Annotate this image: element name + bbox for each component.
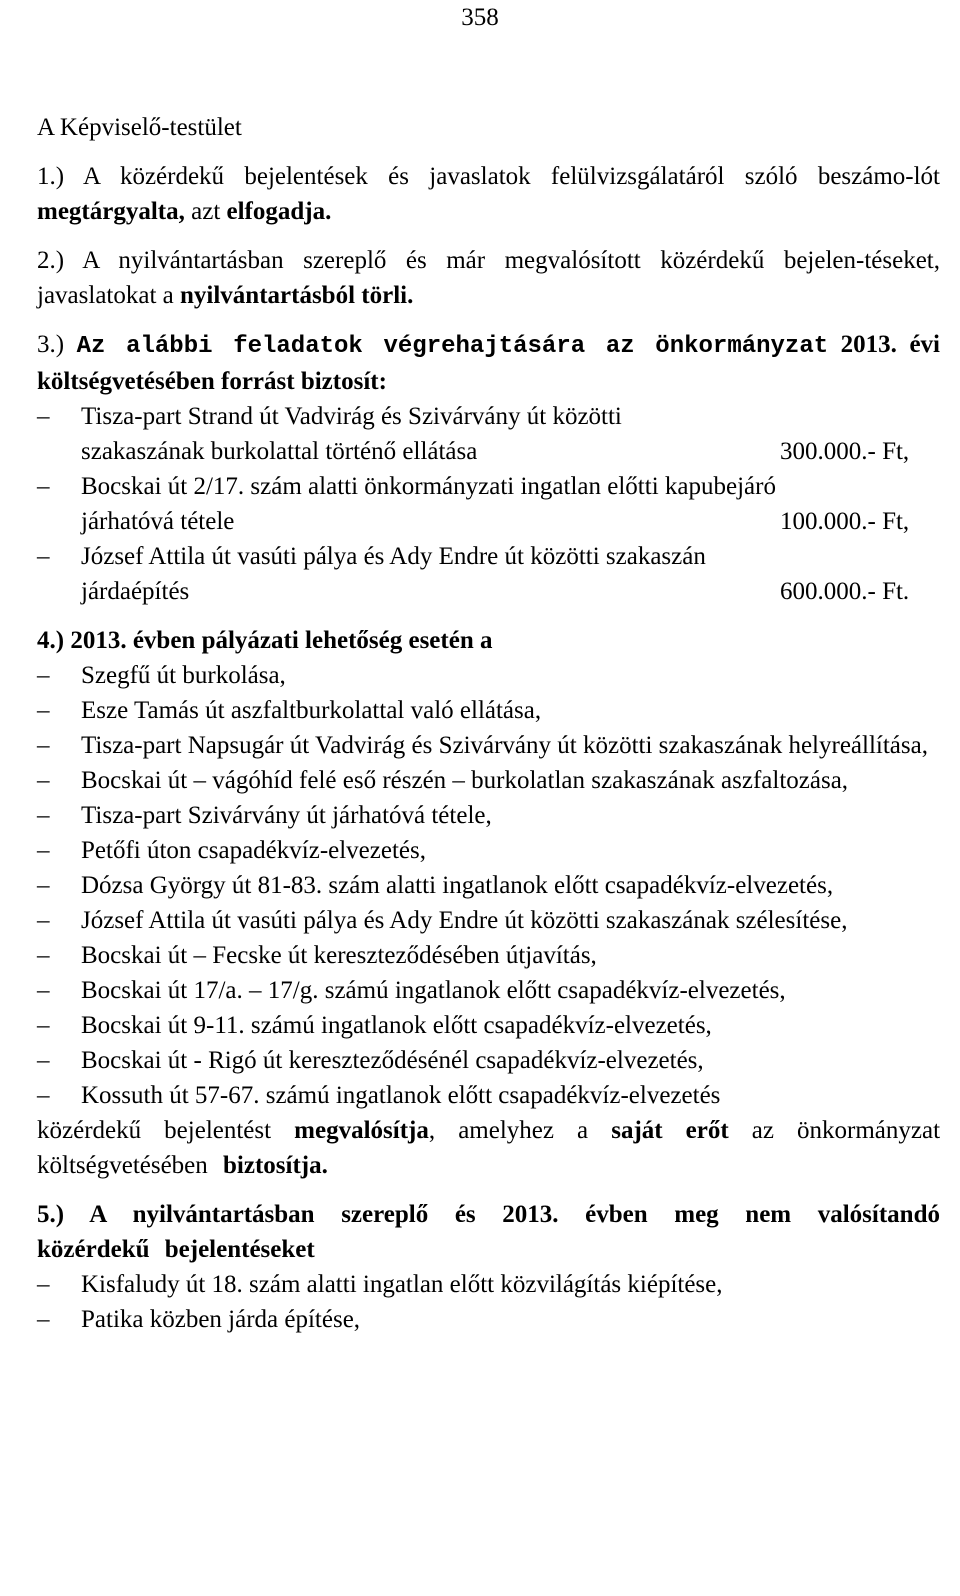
dash-bullet: – bbox=[37, 802, 50, 829]
cost-item-text: Bocskai út 2/17. szám alatti önkormányzati ingatlan előtti kapubejáró bbox=[81, 473, 776, 500]
cost-item-label: szakaszának burkolattal történő ellátása bbox=[81, 438, 478, 465]
p4-closing-bold-3: biztosítja. bbox=[223, 1152, 328, 1179]
cost-item-text: Tisza-part Strand út Vadvirág és Szivárvány út közötti bbox=[81, 403, 622, 430]
list-item bbox=[37, 798, 940, 833]
p3-cost-list bbox=[37, 399, 940, 609]
p3-bold-text: 2013. évi költségvetésében forrást biztosít: bbox=[37, 331, 940, 395]
list-item bbox=[37, 868, 940, 903]
list-item-text: Szegfű út burkolása, bbox=[81, 662, 286, 689]
p1-lead: 1.) A közérdekű bejelentések és javaslatok felülvizsgálatáról szóló beszámo-lót bbox=[37, 163, 940, 190]
paragraph-3 bbox=[37, 327, 940, 609]
list-item bbox=[37, 903, 940, 938]
cost-amount: 600.000.- Ft. bbox=[780, 578, 910, 605]
dash-bullet: – bbox=[37, 907, 50, 934]
p5-item-list bbox=[37, 1267, 940, 1337]
list-item-text: Kossuth út 57-67. számú ingatlanok előtt csapadékvíz-elvezetés bbox=[81, 1082, 721, 1109]
document-body bbox=[37, 110, 940, 1351]
dash-bullet: – bbox=[37, 403, 50, 430]
paragraph-2 bbox=[37, 243, 940, 313]
dash-bullet: – bbox=[37, 1271, 50, 1298]
paragraph-5 bbox=[37, 1197, 940, 1337]
dash-bullet: – bbox=[37, 942, 50, 969]
list-item-text: Tisza-part Szivárvány út járhatóvá tétele, bbox=[81, 802, 492, 829]
list-item-text: Bocskai út 9-11. számú ingatlanok előtt csapadékvíz-elvezetés, bbox=[81, 1012, 712, 1039]
list-item-text: Petőfi úton csapadékvíz-elvezetés, bbox=[81, 837, 426, 864]
dash-bullet: – bbox=[37, 473, 50, 500]
intro-line: A Képviselő-testület bbox=[37, 114, 242, 141]
list-item-text: Bocskai út 17/a. – 17/g. számú ingatlanok előtt csapadékvíz-elvezetés, bbox=[81, 977, 786, 1004]
dash-bullet: – bbox=[37, 662, 50, 689]
p4-closing-bold-2: saját erőt bbox=[611, 1117, 729, 1144]
p3-mono-text: Az alábbi feladatok végrehajtására az önkormányzat bbox=[76, 333, 829, 360]
list-item-text: Patika közben járda építése, bbox=[81, 1306, 361, 1333]
list-item-text: Kisfaludy út 18. szám alatti ingatlan előtt közvilágítás kiépítése, bbox=[81, 1271, 723, 1298]
list-item-text: Tisza-part Napsugár út Vadvirág és Szivárvány út közötti szakaszának helyreállítása, bbox=[81, 732, 928, 759]
list-item bbox=[37, 728, 940, 763]
p4-closing-bold-1: megvalósítja bbox=[294, 1117, 429, 1144]
cost-amount: 100.000.- Ft, bbox=[780, 508, 910, 535]
p3-heading bbox=[37, 327, 940, 399]
list-item bbox=[37, 1267, 940, 1302]
list-item bbox=[37, 833, 940, 868]
cost-item-label: járdaépítés bbox=[81, 578, 190, 605]
cost-item-label: járhatóvá tétele bbox=[81, 508, 235, 535]
p1-bold-1: megtárgyalta, bbox=[37, 198, 185, 225]
dash-bullet: – bbox=[37, 767, 50, 794]
dash-bullet: – bbox=[37, 1306, 50, 1333]
dash-bullet: – bbox=[37, 872, 50, 899]
list-item bbox=[37, 658, 940, 693]
dash-bullet: – bbox=[37, 1012, 50, 1039]
list-item bbox=[37, 1302, 940, 1337]
dash-bullet: – bbox=[37, 697, 50, 724]
list-item-text: József Attila út vasúti pálya és Ady Endre út közötti szakaszának szélesítése, bbox=[81, 907, 848, 934]
p4-closing-text-3: az önkormányzat költségvetésében bbox=[37, 1117, 941, 1179]
dash-bullet: – bbox=[37, 1047, 50, 1074]
cost-line bbox=[81, 434, 940, 469]
list-item-text: Bocskai út - Rigó út kereszteződésénél csapadékvíz-elvezetés, bbox=[81, 1047, 704, 1074]
p4-item-list bbox=[37, 658, 940, 1113]
cost-amount: 300.000.- Ft, bbox=[780, 438, 910, 465]
cost-item bbox=[37, 539, 940, 609]
p1-bold-2: elfogadja. bbox=[226, 198, 332, 225]
p2-bold: nyilvántartásból törli. bbox=[180, 282, 414, 309]
p4-closing-text-2: , amelyhez a bbox=[428, 1117, 589, 1144]
list-item bbox=[37, 693, 940, 728]
list-item-text: Esze Tamás út aszfaltburkolattal való ellátása, bbox=[81, 697, 542, 724]
p5-heading: 5.) A nyilvántartásban szereplő és 2013. évben meg nem valósítandó közérdekű bejelentéseket bbox=[37, 1201, 940, 1263]
list-item bbox=[37, 763, 940, 798]
p4-closing bbox=[37, 1113, 940, 1183]
cost-item bbox=[37, 469, 940, 539]
dash-bullet: – bbox=[37, 1082, 50, 1109]
dash-bullet: – bbox=[37, 977, 50, 1004]
list-item bbox=[37, 1043, 940, 1078]
paragraph-4 bbox=[37, 623, 940, 1183]
list-item bbox=[37, 1008, 940, 1043]
list-item bbox=[37, 938, 940, 973]
list-item-text: Bocskai út – Fecske út kereszteződésében útjavítás, bbox=[81, 942, 597, 969]
list-item-text: Dózsa György út 81-83. szám alatti ingatlanok előtt csapadékvíz-elvezetés, bbox=[81, 872, 834, 899]
cost-line bbox=[81, 504, 940, 539]
page-number: 358 bbox=[461, 4, 499, 31]
cost-item bbox=[37, 399, 940, 469]
list-item bbox=[37, 973, 940, 1008]
p3-num: 3.) bbox=[37, 331, 65, 358]
dash-bullet: – bbox=[37, 837, 50, 864]
paragraph-1 bbox=[37, 159, 940, 229]
dash-bullet: – bbox=[37, 543, 50, 570]
p2-lead: 2.) A nyilvántartásban szereplő és már megvalósított közérdekű bejelen-téseket, javaslatokat a bbox=[37, 247, 940, 309]
list-item-text: Bocskai út – vágóhíd felé eső részén – burkolatlan szakaszának aszfaltozása, bbox=[81, 767, 849, 794]
p4-closing-text-1: közérdekű bejelentést bbox=[37, 1117, 272, 1144]
p1-mid: azt bbox=[191, 198, 221, 225]
list-item bbox=[37, 1078, 940, 1113]
cost-item-text: József Attila út vasúti pálya és Ady Endre út közötti szakaszán bbox=[81, 543, 706, 570]
dash-bullet: – bbox=[37, 732, 50, 759]
cost-line bbox=[81, 574, 940, 609]
p4-heading: 4.) 2013. évben pályázati lehetőség esetén a bbox=[37, 627, 493, 654]
